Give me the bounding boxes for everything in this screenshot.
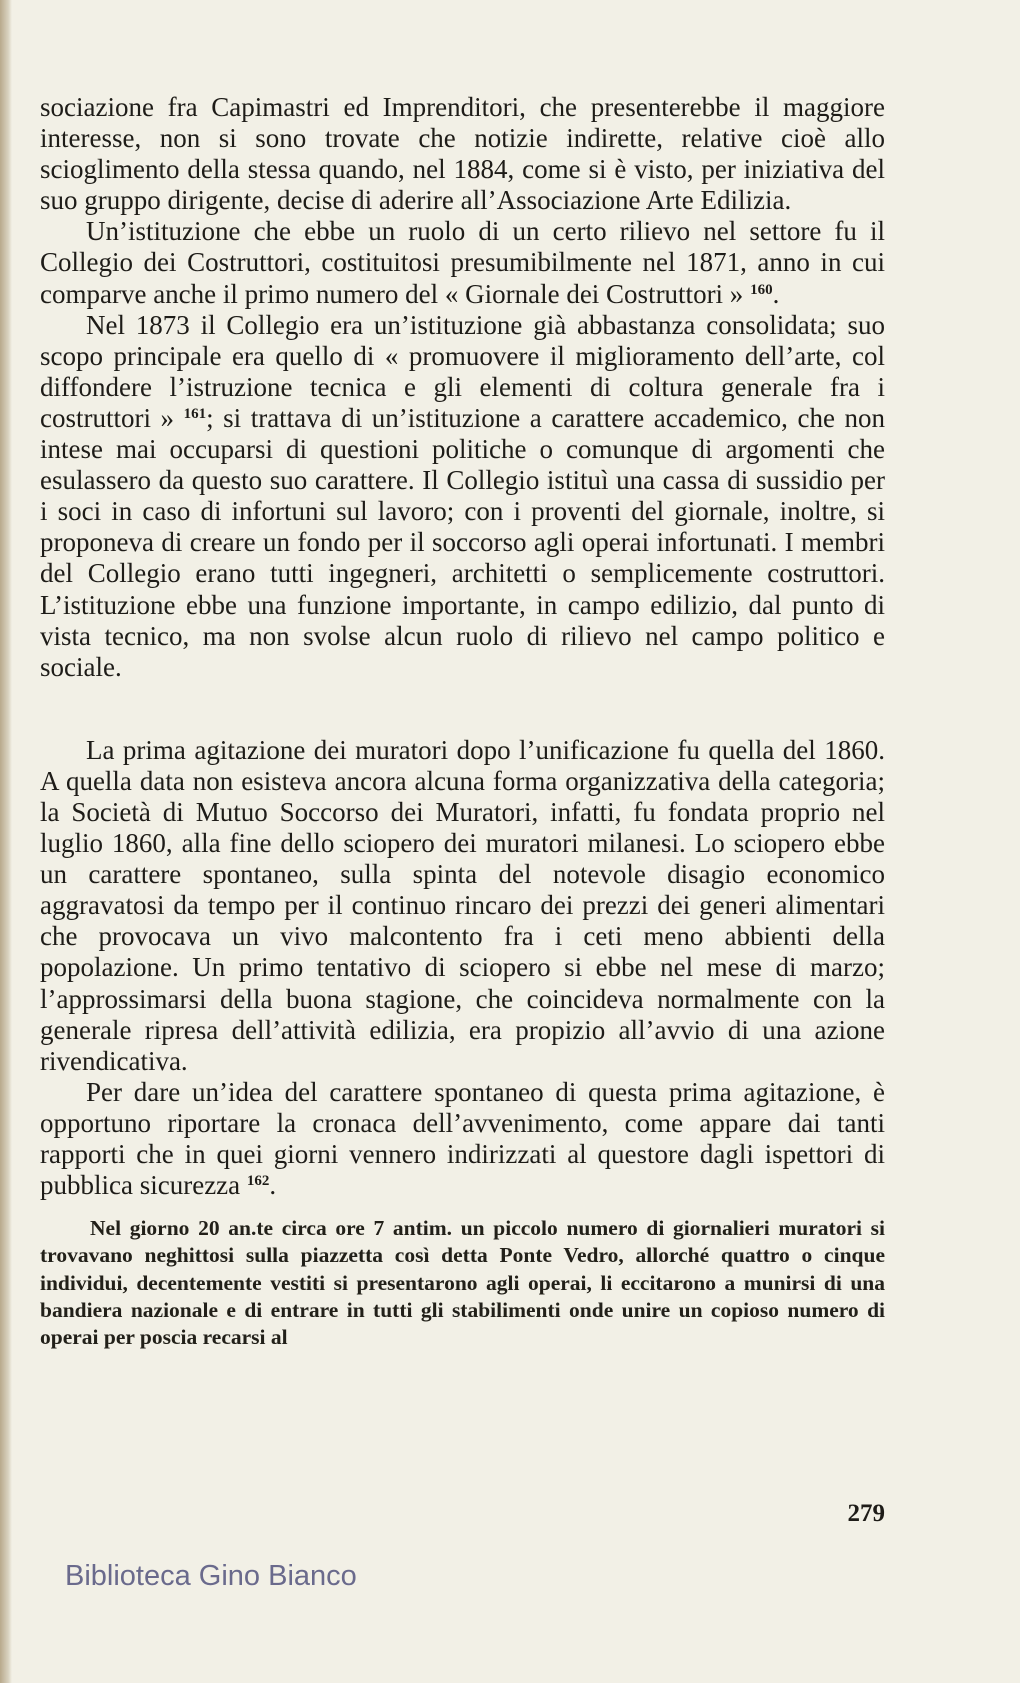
footnote-ref-160: 160 xyxy=(750,281,773,298)
paragraph-1 xyxy=(40,92,885,216)
footnote-ref-161: 161 xyxy=(183,405,207,422)
paragraph-text-tail: ; si trattava di un’istituzione a carattere accademico, che non intese mai occuparsi di questioni politiche o comunque di argomenti che esulassero da questo suo carattere. Il Collegio istituì una cassa di sussidio per i soci in caso di infortuni sul lavoro; con i proventi del giornale, inoltre, si proponeva di creare un fondo per il soccorso agli operai infortunati. I membri del Collegio erano tutti ingegneri, architetti o semplicemente costruttori. L’istituzione ebbe una funzione importante, in campo edilizio, dal punto di vista tecnico, ma non svolse alcun ruolo di rilievo nel campo politico e sociale. xyxy=(40,402,885,682)
paragraph-text: Per dare un’idea del carattere spontaneo di questa prima agitazione, è opportuno riportare la cronaca dell’avvenimento, come appare dai tanti rapporti che in quei giorni vennero indirizzati al questore dagli ispettori di pubblica sicurezza xyxy=(40,1076,885,1201)
section-break xyxy=(40,683,885,735)
block-quote: Nel giorno 20 an.te circa ore 7 antim. un piccolo numero di giornalieri muratori si trovavano neghittosi sulla piazzetta così detta Ponte Vedro, allorché quattro o cinque individui, decentemente vestiti si presentarono agli operai, li eccitarono a munirsi di una bandiera nazionale e di entrare in tutti gli stabilimenti onde unire un copioso numero di operai per poscia recarsi al xyxy=(40,1216,885,1349)
paragraph-2 xyxy=(40,216,885,309)
paragraph-4 xyxy=(40,735,885,1077)
library-watermark: Biblioteca Gino Bianco xyxy=(65,1560,357,1592)
paragraph-text-tail: . xyxy=(269,1170,277,1201)
paragraph-text-tail: . xyxy=(772,278,780,309)
paragraph-text: Nel 1873 il Collegio era un’istituzione già abbastanza consolidata; suo scopo principale era quello di « promuovere il miglioramento dell’arte, col diffondere l’istruzione tecnica e gli elementi di coltura generale fra i costruttori » xyxy=(40,309,885,433)
paragraph-text: sociazione fra Capimastri ed Imprenditori, che presenterebbe il maggiore interesse, non si sono trovate che notizie indirette, relative cioè allo scioglimento della stessa quando, nel 1884, come si è visto, per iniziativa del suo gruppo dirigente, decise di aderire all’Associazione Arte Edilizia. xyxy=(40,92,885,216)
paragraph-text: La prima agitazione dei muratori dopo l’unificazione fu quella del 1860. A quella data non esisteva ancora alcuna forma organizzativa della categoria; la Società di Mutuo Soccorso dei Muratori, infatti, fu fondata proprio nel luglio 1860, alla fine dello sciopero dei muratori milanesi. Lo sciopero ebbe un carattere spontaneo, sulla spinta del notevole disagio economico aggravatosi da tempo per il continuo rincaro dei prezzi dei generi alimentari che provocava un vivo malcontento fra i ceti meno abbienti della popolazione. Un primo tentativo di sciopero si ebbe nel mese di marzo; l’approssimarsi della buona stagione, che coincideva normalmente con la generale ripresa dell’attività edilizia, era propizio all’avvio di una azione rivendicativa. xyxy=(40,734,885,1076)
footnote-ref-162: 162 xyxy=(246,1173,270,1190)
paragraph-5 xyxy=(40,1077,885,1201)
paragraph-3 xyxy=(40,310,885,683)
paragraph-text: Un’istituzione che ebbe un ruolo di un certo rilievo nel settore fu il Collegio dei Costruttori, costituitosi presumibilmente nel 1871, anno in cui comparve anche il primo numero del « Giornale dei Costruttori » xyxy=(40,216,885,309)
page-number: 279 xyxy=(847,1500,885,1527)
page-spine-shadow xyxy=(0,0,12,1683)
body-text xyxy=(40,92,885,1351)
